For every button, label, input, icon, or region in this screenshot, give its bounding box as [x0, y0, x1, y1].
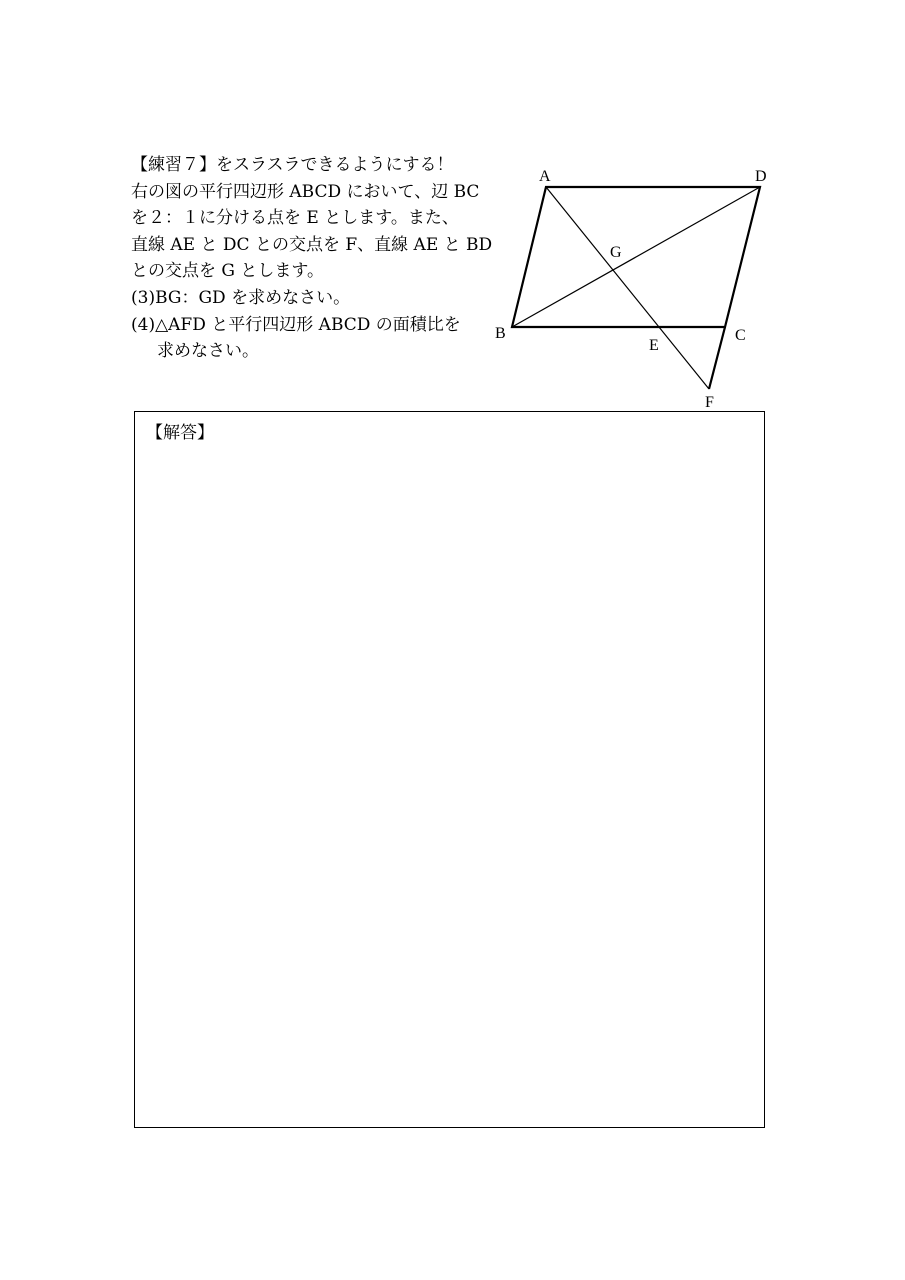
answer-box	[134, 411, 765, 1128]
problem-statement	[131, 152, 493, 365]
line-af	[546, 187, 709, 389]
answer-title: 【解答】	[146, 423, 214, 443]
label-a: A	[539, 168, 551, 185]
problem-line-1: 【練習７】をスラスラできるようにする！	[131, 155, 454, 175]
parallelogram-diagram	[485, 160, 785, 415]
line-cf	[709, 327, 725, 389]
problem-line-4: 直線 AE と DC との交点を F、直線 AE と BD	[131, 234, 493, 255]
parallelogram-figure	[485, 160, 785, 415]
problem-line-5: との交点を G とします。	[131, 261, 325, 282]
problem-line-2: 右の図の平行四辺形 ABCD において、辺 BC	[131, 181, 480, 202]
label-b: B	[495, 325, 506, 342]
problem-line-3: を２：１に分ける点を E とします。また、	[131, 208, 459, 229]
question-4-line-1: (4)△AFD と平行四辺形 ABCD の面積比を	[131, 314, 461, 335]
question-4-line-2: 求めなさい。	[157, 341, 259, 362]
question-3: (3)BG：GD を求めなさい。	[131, 287, 351, 308]
label-g: G	[610, 244, 622, 261]
label-c: C	[735, 327, 746, 344]
label-d: D	[755, 168, 767, 185]
label-f: F	[705, 394, 714, 411]
label-e: E	[649, 337, 659, 354]
diagonal-bd	[512, 187, 760, 327]
